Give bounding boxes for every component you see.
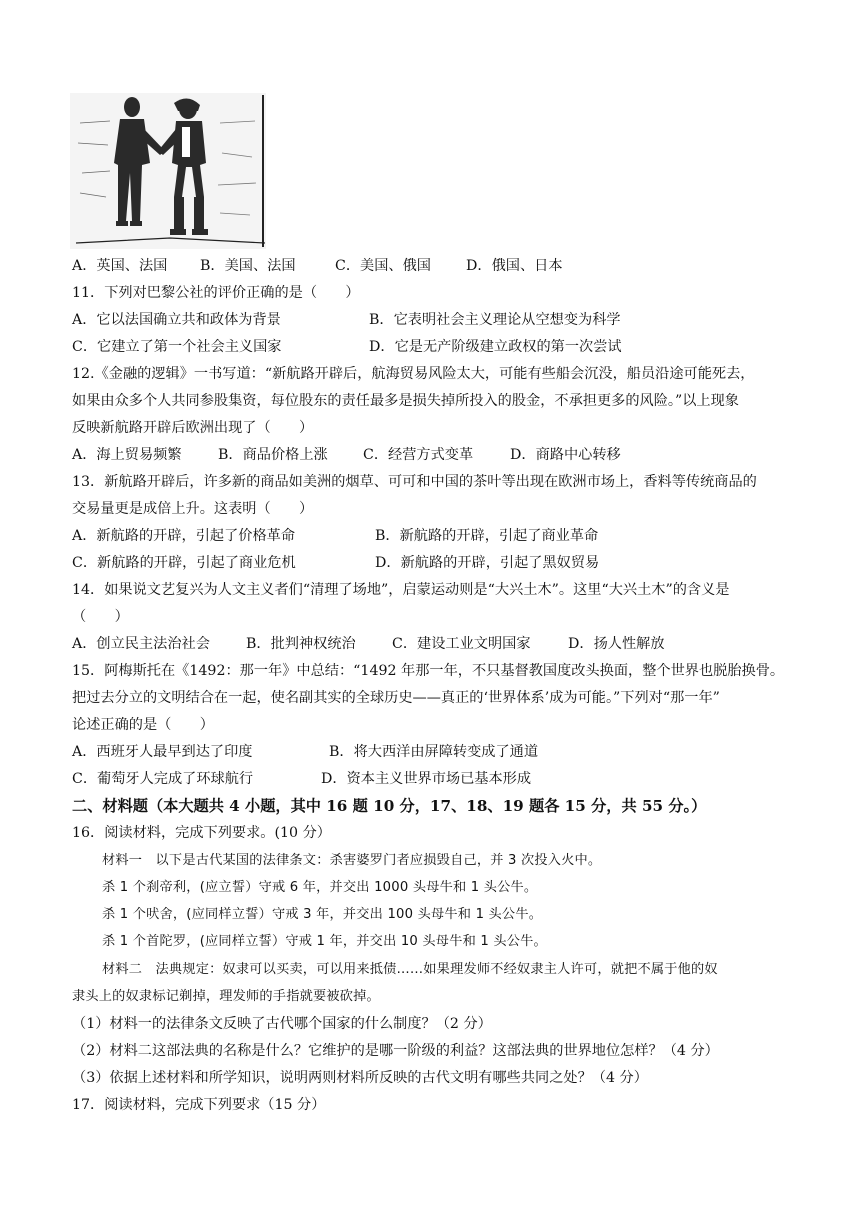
q12-option-b: B．商品价格上涨 [218, 447, 328, 463]
q12-stem-line-3: 反映新航路开辟后欧洲出现了（ ） [72, 420, 314, 436]
q15-stem-line-3: 论述正确的是（ ） [72, 717, 214, 733]
q16-stem: 16．阅读材料，完成下列要求。(10 分） [72, 825, 331, 841]
q12-option-d: D．商路中心转移 [510, 447, 621, 463]
q16-question-1: （1）材料一的法律条文反映了古代哪个国家的什么制度？（2 分） [72, 1016, 492, 1032]
handshake-illustration [70, 93, 266, 249]
q10-option-d: D．俄国、日本 [466, 258, 563, 274]
q16-material-line-5: 材料二 法典规定：奴隶可以买卖，可以用来抵债……如果理发师不经奴隶主人许可，就把不属于他的奴 [102, 962, 718, 977]
q14-stem-line-2: （ ） [72, 609, 129, 625]
q15-stem-line-2: 把过去分立的文明结合在一起，使名副其实的全球历史——真正的‘世界体系’成为可能。”下列对“那一年” [72, 690, 720, 706]
q16-material-line-6: 隶头上的奴隶标记剃掉，理发师的手指就要被砍掉。 [72, 989, 380, 1004]
q12-stem-line-1: 12.《金融的逻辑》一书写道：“新航路开辟后，航海贸易风险太大，可能有些船会沉没，船员沿途可能死去， [72, 366, 755, 382]
q13-stem-line-2: 交易量更是成倍上升。这表明（ ） [72, 501, 314, 517]
q15-option-a: A．西班牙人最早到达了印度 [72, 744, 253, 760]
q14-option-a: A．创立民主法治社会 [72, 636, 210, 652]
q15-option-b: B．将大西洋由屏障转变成了通道 [329, 744, 539, 760]
q16-material-line-2: 杀 1 个刹帝利，(应立誓）守戒 6 年，并交出 1000 头母牛和 1 头公牛。 [102, 880, 538, 895]
q10-option-a: A．英国、法国 [72, 258, 168, 274]
q16-material-line-1: 材料一 以下是古代某国的法律条文：杀害婆罗门者应损毁自己，并 3 次投入火中。 [102, 853, 602, 868]
q10-option-b: B．美国、法国 [200, 258, 296, 274]
q12-option-c: C．经营方式变革 [363, 447, 474, 463]
section-heading: 二、材料题（本大题共 4 小题，其中 16 题 10 分，17、18、19 题各 15 分，共 55 分。） [72, 797, 707, 815]
q13-option-a: A．新航路的开辟，引起了价格革命 [72, 528, 296, 544]
q14-option-d: D．扬人性解放 [568, 636, 665, 652]
q10-option-c: C．美国、俄国 [335, 258, 431, 274]
q15-option-d: D．资本主义世界市场已基本形成 [321, 771, 532, 787]
q17-stem: 17．阅读材料，完成下列要求（15 分） [72, 1097, 326, 1113]
q14-option-b: B．批判神权统治 [246, 636, 356, 652]
q11-stem: 11．下列对巴黎公社的评价正确的是（ ） [72, 285, 360, 301]
q11-option-a: A．它以法国确立共和政体为背景 [72, 312, 281, 328]
q14-stem-line-1: 14．如果说文艺复兴为人文主义者们“清理了场地”，启蒙运动则是“大兴土木”。这里“大兴土木”的含义是 [72, 582, 730, 598]
q12-option-a: A．海上贸易频繁 [72, 447, 182, 463]
q16-material-line-4: 杀 1 个首陀罗，(应同样立誓）守戒 1 年，并交出 10 头母牛和 1 头公牛。 [102, 934, 547, 949]
q16-question-2: （2）材料二这部法典的名称是什么？它维护的是哪一阶级的利益？这部法典的世界地位怎样？（4 分） [72, 1043, 719, 1059]
q14-option-c: C．建设工业文明国家 [392, 636, 531, 652]
q15-stem-line-1: 15．阿梅斯托在《1492：那一年》中总结：“1492 年那一年，不只基督教国度改头换面，整个世界也脱胎换骨。 [72, 663, 785, 679]
q11-option-c: C．它建立了第一个社会主义国家 [72, 339, 282, 355]
q13-option-d: D．新航路的开辟，引起了黑奴贸易 [375, 555, 600, 571]
q13-stem-line-1: 13．新航路开辟后，许多新的商品如美洲的烟草、可可和中国的茶叶等出现在欧洲市场上，香料等传统商品的 [72, 474, 757, 490]
q11-option-b: B．它表明社会主义理论从空想变为科学 [369, 312, 621, 328]
q15-option-c: C．葡萄牙人完成了环球航行 [72, 771, 254, 787]
q11-option-d: D．它是无产阶级建立政权的第一次尝试 [369, 339, 622, 355]
q12-stem-line-2: 如果由众多个人共同参股集资，每位股东的责任最多是损失掉所投入的股金，不承担更多的风险。”以上现象 [72, 393, 739, 409]
q13-option-b: B．新航路的开辟，引起了商业革命 [375, 528, 599, 544]
q13-option-c: C．新航路的开辟，引起了商业危机 [72, 555, 296, 571]
q16-question-3: （3）依据上述材料和所学知识，说明两则材料所反映的古代文明有哪些共同之处？（4 分） [72, 1070, 648, 1086]
q16-material-line-3: 杀 1 个吠舍，(应同样立誓）守戒 3 年，并交出 100 头母牛和 1 头公牛。 [102, 907, 543, 922]
